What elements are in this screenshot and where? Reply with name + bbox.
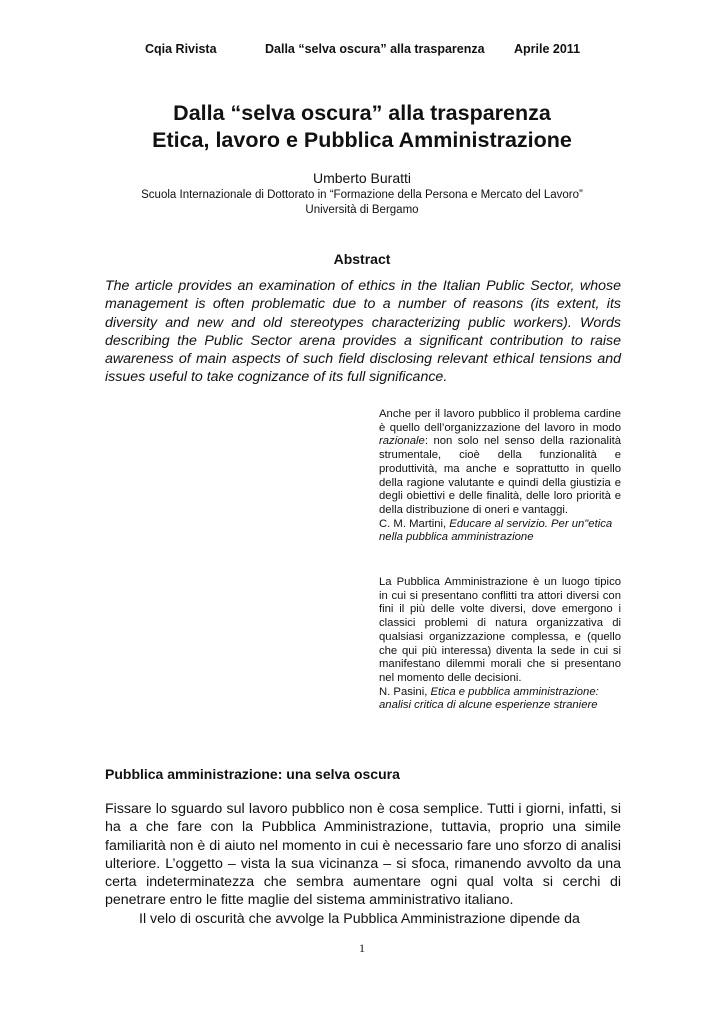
epigraph-text-part: Anche per il lavoro pubblico il problema cardine è quello dell’organizzazione del lavoro in modo <box>379 408 621 434</box>
title-line-2: Etica, lavoro e Pubblica Amministrazione <box>152 128 572 152</box>
epigraph-text-part: : non solo nel senso della razionalità strumentale, cioè della funzionalità e produttività, ma anche e soprattutto in quello della ragione valutante e quindi della giustizia e degli obiettivi e delle finalità, delle loro priorità e della distribuzione di oneri e vantaggi. <box>379 435 621 516</box>
affiliation-line-1: Scuola Internazionale di Dottorato in “Formazione della Persona e Mercato del Lavoro” <box>141 189 583 201</box>
author-name: Umberto Buratti <box>312 170 412 186</box>
title-line-1: Dalla “selva oscura” alla trasparenza <box>173 101 551 125</box>
header-journal-name: Cqia Rivista <box>145 42 217 56</box>
epigraph-source <box>379 686 621 713</box>
header-article-title: Dalla “selva oscura” alla trasparenza <box>265 42 485 56</box>
author-affiliation <box>0 188 724 218</box>
article-title <box>0 100 724 154</box>
affiliation-line-2: Università di Bergamo <box>305 204 419 216</box>
abstract-heading: Abstract <box>333 251 391 267</box>
section-heading: Pubblica amministrazione: una selva oscura <box>105 766 400 782</box>
epigraph-pasini <box>379 576 621 713</box>
epigraph-emphasis: razionale <box>379 435 425 448</box>
epigraph-source <box>379 518 621 545</box>
page-number: 1 <box>359 941 365 955</box>
epigraph-author: N. Pasini, <box>379 685 431 698</box>
epigraph-text <box>379 408 621 518</box>
epigraph-text: La Pubblica Amministrazione è un luogo tipico in cui si presentano conflitti tra attori diversi con fini il più delle volte diversi, dove emergono i classici problemi di natura organizzativa di qualsiasi organizzazione complessa, e (quello che qui più interessa) diventa la sede in cui si manifestano dilemmi morali che si presentano nel momento delle decisioni. <box>379 576 621 684</box>
abstract-text: The article provides an examination of ethics in the Italian Public Sector, whose management is often problematic due to a number of reasons (its extent, its diversity and new and old stereotypes characterizing public workers). Words describing the Public Sector arena provides a significant contribution to raise awareness of main aspects of such field disclosing relevant ethical tensions and issues useful to take cognizance of its full significance. <box>105 278 621 386</box>
epigraph-martini <box>379 408 621 545</box>
header-date: Aprile 2011 <box>514 42 581 56</box>
epigraph-work: Educare al servizio. Per un"etica nella pubblica amministrazione <box>379 517 613 544</box>
running-header <box>0 42 724 58</box>
body-paragraph: Il velo di oscurità che avvolge la Pubblica Amministrazione dipende da <box>139 910 580 927</box>
epigraph-work: Etica e pubblica amministrazione: analisi critica di alcune esperienze straniere <box>379 685 599 712</box>
body-paragraph: Fissare lo sguardo sul lavoro pubblico non è cosa semplice. Tutti i giorni, infatti, si ha a che fare con la Pubblica Amministrazione, tuttavia, proprio una simile familiarità non è di aiuto nel momento in cui è necessario fare uno sforzo di analisi ulteriore. L’oggetto – vista la sua vicinanza – si sfoca, rimanendo avvolto da una certa indeterminatezza che sembra aumentare ogni qual volta si cerchi di penetrare entro le fitte maglie del sistema amministrativo italiano. <box>105 801 621 909</box>
epigraph-author: C. M. Martini, <box>379 517 450 530</box>
body-text <box>105 800 621 928</box>
